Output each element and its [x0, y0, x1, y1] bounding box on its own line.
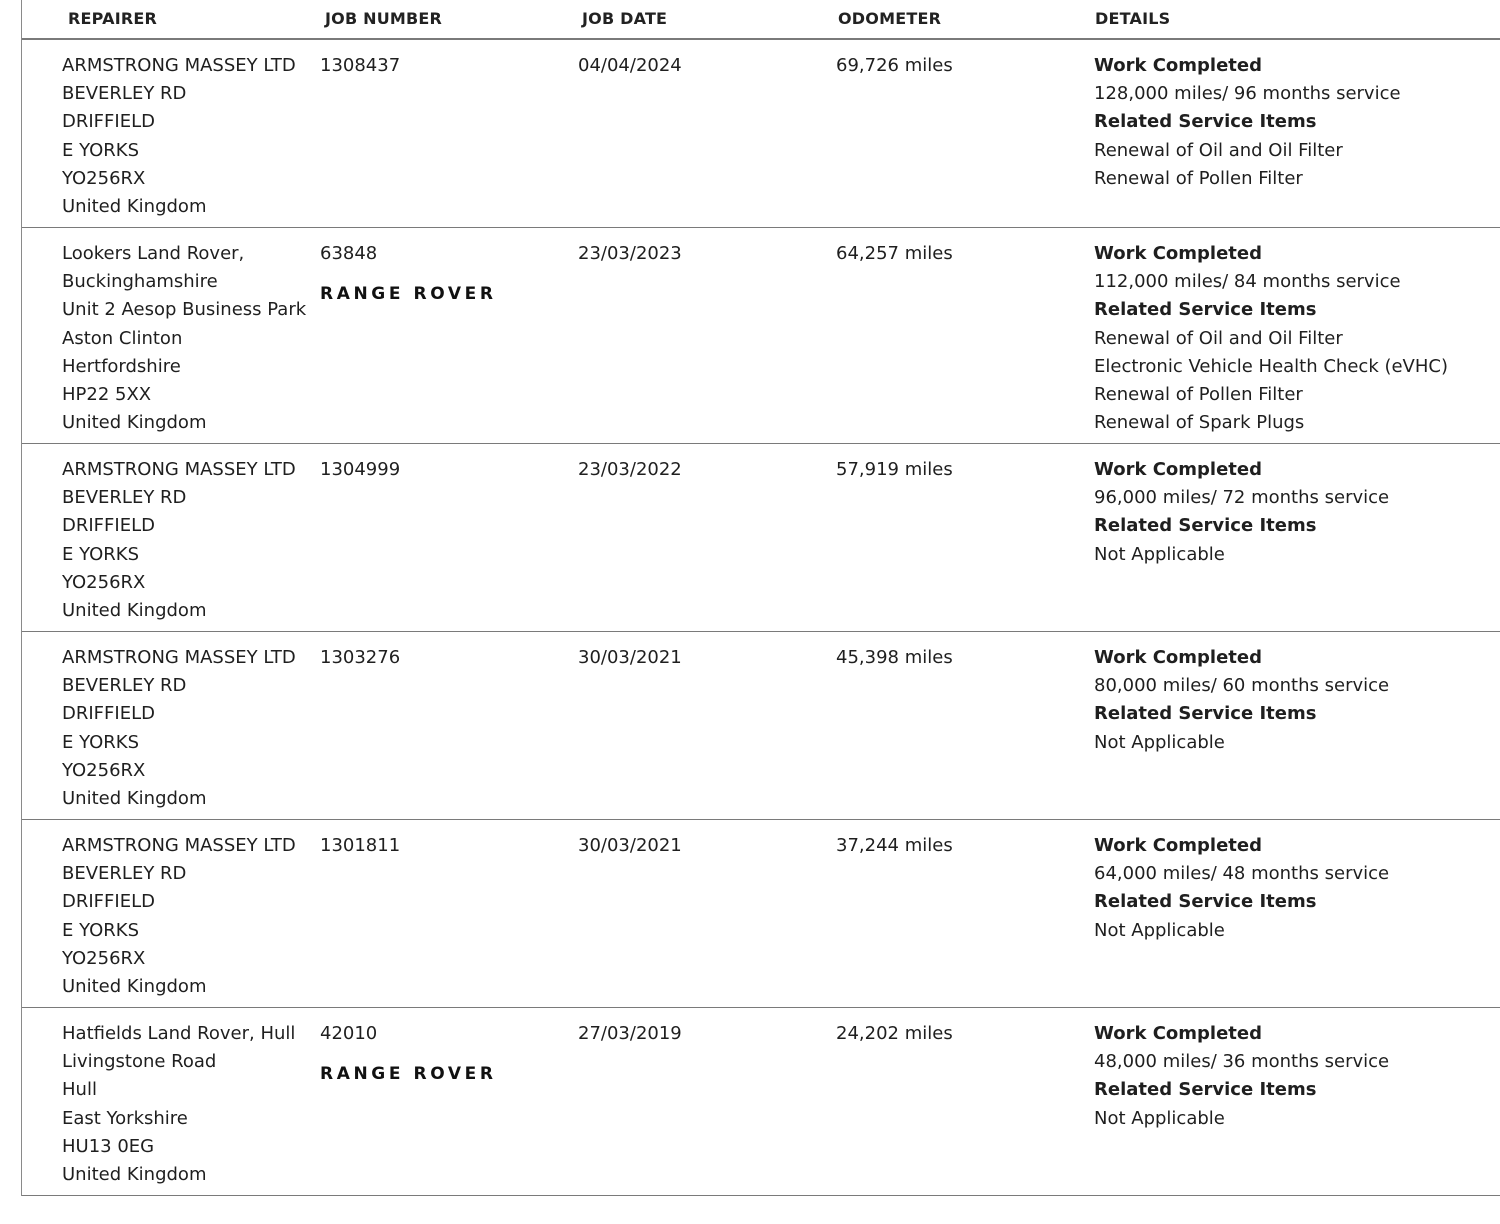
job-date: 30/03/2021	[578, 835, 682, 856]
repairer-address-line: ARMSTRONG MASSEY LTD	[62, 647, 296, 668]
repairer-address-line: Lookers Land Rover,	[62, 243, 245, 264]
header-job-number: JOB NUMBER	[325, 9, 443, 28]
odometer-cell	[836, 456, 953, 484]
job-number: 1304999	[320, 459, 401, 480]
job-date-cell	[578, 1020, 682, 1048]
repairer-cell	[62, 1020, 295, 1189]
job-date: 30/03/2021	[578, 647, 682, 668]
repairer-address-line: Hull	[62, 1079, 97, 1101]
details-item: Renewal of Pollen Filter	[1094, 384, 1303, 406]
details-heading: Related Service Items	[1094, 703, 1317, 725]
repairer-address-line: Livingstone Road	[62, 1051, 217, 1073]
odometer-reading: 37,244 miles	[836, 835, 953, 856]
repairer-cell	[62, 832, 296, 1001]
repairer-address-line: ARMSTRONG MASSEY LTD	[62, 459, 296, 480]
job-number-cell	[320, 644, 400, 672]
details-heading: Work Completed	[1094, 243, 1262, 264]
job-number-cell	[320, 456, 400, 484]
repairer-address-line: HU13 0EG	[62, 1135, 155, 1157]
details-cell	[1094, 644, 1389, 757]
repairer-address-line: E YORKS	[62, 543, 140, 565]
job-date-cell	[578, 644, 682, 672]
header-details: DETAILS	[1095, 9, 1171, 28]
repairer-address-line: BEVERLEY RD	[62, 83, 187, 105]
range-rover-logo: RANGE ROVER	[320, 1064, 497, 1085]
details-item: Not Applicable	[1094, 1107, 1225, 1129]
header-odometer: ODOMETER	[838, 9, 942, 28]
repairer-address-line: Unit 2 Aesop Business Park	[62, 299, 307, 321]
odometer-cell	[836, 644, 953, 672]
repairer-address-line: Buckinghamshire	[62, 271, 218, 293]
repairer-address-line: United Kingdom	[62, 196, 207, 218]
details-item: 48,000 miles/ 36 months service	[1094, 1051, 1390, 1073]
details-item: 128,000 miles/ 96 months service	[1094, 83, 1401, 105]
table-row	[22, 820, 1500, 1008]
details-heading: Related Service Items	[1094, 891, 1317, 913]
repairer-cell	[62, 52, 296, 221]
details-heading: Work Completed	[1094, 647, 1262, 668]
details-heading: Related Service Items	[1094, 1079, 1317, 1101]
odometer-cell	[836, 1020, 953, 1048]
repairer-address-line: Aston Clinton	[62, 327, 183, 349]
details-item: Renewal of Spark Plugs	[1094, 412, 1305, 434]
repairer-address-line: YO256RX	[62, 167, 146, 189]
details-cell	[1094, 1020, 1389, 1133]
table-row	[22, 444, 1500, 632]
repairer-address-line: DRIFFIELD	[62, 891, 155, 913]
repairer-address-line: BEVERLEY RD	[62, 863, 187, 885]
odometer-cell	[836, 52, 953, 80]
repairer-address-line: DRIFFIELD	[62, 111, 155, 133]
repairer-address-line: HP22 5XX	[62, 384, 152, 406]
service-history-table	[21, 0, 1500, 1196]
job-number: 63848	[320, 243, 378, 264]
odometer-cell	[836, 240, 953, 268]
repairer-address-line: BEVERLEY RD	[62, 675, 187, 697]
table-row	[22, 40, 1500, 228]
job-number-cell	[320, 240, 497, 308]
details-heading: Related Service Items	[1094, 111, 1317, 133]
table-row	[22, 228, 1500, 444]
details-item: Not Applicable	[1094, 543, 1225, 565]
details-item: Electronic Vehicle Health Check (eVHC)	[1094, 355, 1448, 377]
details-cell	[1094, 456, 1389, 569]
details-item: 112,000 miles/ 84 months service	[1094, 271, 1401, 293]
repairer-address-line: United Kingdom	[62, 412, 207, 434]
job-date: 23/03/2022	[578, 459, 682, 480]
repairer-address-line: United Kingdom	[62, 788, 207, 810]
job-number-cell	[320, 1020, 497, 1088]
table-header	[22, 0, 1500, 40]
details-heading: Work Completed	[1094, 835, 1262, 856]
repairer-address-line: ARMSTRONG MASSEY LTD	[62, 55, 296, 76]
header-job-date: JOB DATE	[582, 9, 668, 28]
table-body	[22, 40, 1500, 1196]
job-date-cell	[578, 456, 682, 484]
job-date-cell	[578, 240, 682, 268]
odometer-cell	[836, 832, 953, 860]
repairer-address-line: DRIFFIELD	[62, 515, 155, 537]
details-item: Renewal of Pollen Filter	[1094, 167, 1303, 189]
table-row	[22, 632, 1500, 820]
range-rover-logo: RANGE ROVER	[320, 284, 497, 305]
job-number-cell	[320, 52, 400, 80]
odometer-reading: 57,919 miles	[836, 459, 953, 480]
repairer-address-line: United Kingdom	[62, 600, 207, 622]
job-number: 1308437	[320, 55, 401, 76]
repairer-address-line: YO256RX	[62, 947, 146, 969]
job-date-cell	[578, 832, 682, 860]
details-item: 80,000 miles/ 60 months service	[1094, 675, 1390, 697]
repairer-address-line: E YORKS	[62, 919, 140, 941]
odometer-reading: 45,398 miles	[836, 647, 953, 668]
odometer-reading: 64,257 miles	[836, 243, 953, 264]
repairer-address-line: United Kingdom	[62, 976, 207, 998]
details-item: Renewal of Oil and Oil Filter	[1094, 139, 1343, 161]
job-number: 1301811	[320, 835, 401, 856]
table-row	[22, 1008, 1500, 1196]
job-date: 04/04/2024	[578, 55, 682, 76]
job-date-cell	[578, 52, 682, 80]
details-heading: Work Completed	[1094, 55, 1262, 76]
repairer-address-line: ARMSTRONG MASSEY LTD	[62, 835, 296, 856]
details-item: Renewal of Oil and Oil Filter	[1094, 327, 1343, 349]
repairer-address-line: East Yorkshire	[62, 1107, 188, 1129]
repairer-cell	[62, 240, 306, 437]
details-heading: Work Completed	[1094, 459, 1262, 480]
header-repairer: REPAIRER	[68, 9, 158, 28]
odometer-reading: 24,202 miles	[836, 1023, 953, 1044]
details-heading: Related Service Items	[1094, 515, 1317, 537]
repairer-address-line: Hatfields Land Rover, Hull	[62, 1023, 296, 1044]
details-cell	[1094, 52, 1401, 193]
details-item: Not Applicable	[1094, 919, 1225, 941]
repairer-address-line: YO256RX	[62, 759, 146, 781]
odometer-reading: 69,726 miles	[836, 55, 953, 76]
details-cell	[1094, 240, 1448, 437]
details-item: Not Applicable	[1094, 731, 1225, 753]
repairer-cell	[62, 644, 296, 813]
repairer-address-line: YO256RX	[62, 571, 146, 593]
job-number: 1303276	[320, 647, 401, 668]
details-item: 64,000 miles/ 48 months service	[1094, 863, 1390, 885]
repairer-cell	[62, 456, 296, 625]
details-item: 96,000 miles/ 72 months service	[1094, 487, 1390, 509]
repairer-address-line: United Kingdom	[62, 1164, 207, 1186]
details-heading: Related Service Items	[1094, 299, 1317, 321]
job-date: 23/03/2023	[578, 243, 682, 264]
repairer-address-line: DRIFFIELD	[62, 703, 155, 725]
job-number-cell	[320, 832, 400, 860]
repairer-address-line: BEVERLEY RD	[62, 487, 187, 509]
job-number: 42010	[320, 1023, 378, 1044]
repairer-address-line: E YORKS	[62, 139, 140, 161]
repairer-address-line: Hertfordshire	[62, 355, 181, 377]
job-date: 27/03/2019	[578, 1023, 682, 1044]
details-cell	[1094, 832, 1389, 945]
details-heading: Work Completed	[1094, 1023, 1262, 1044]
repairer-address-line: E YORKS	[62, 731, 140, 753]
